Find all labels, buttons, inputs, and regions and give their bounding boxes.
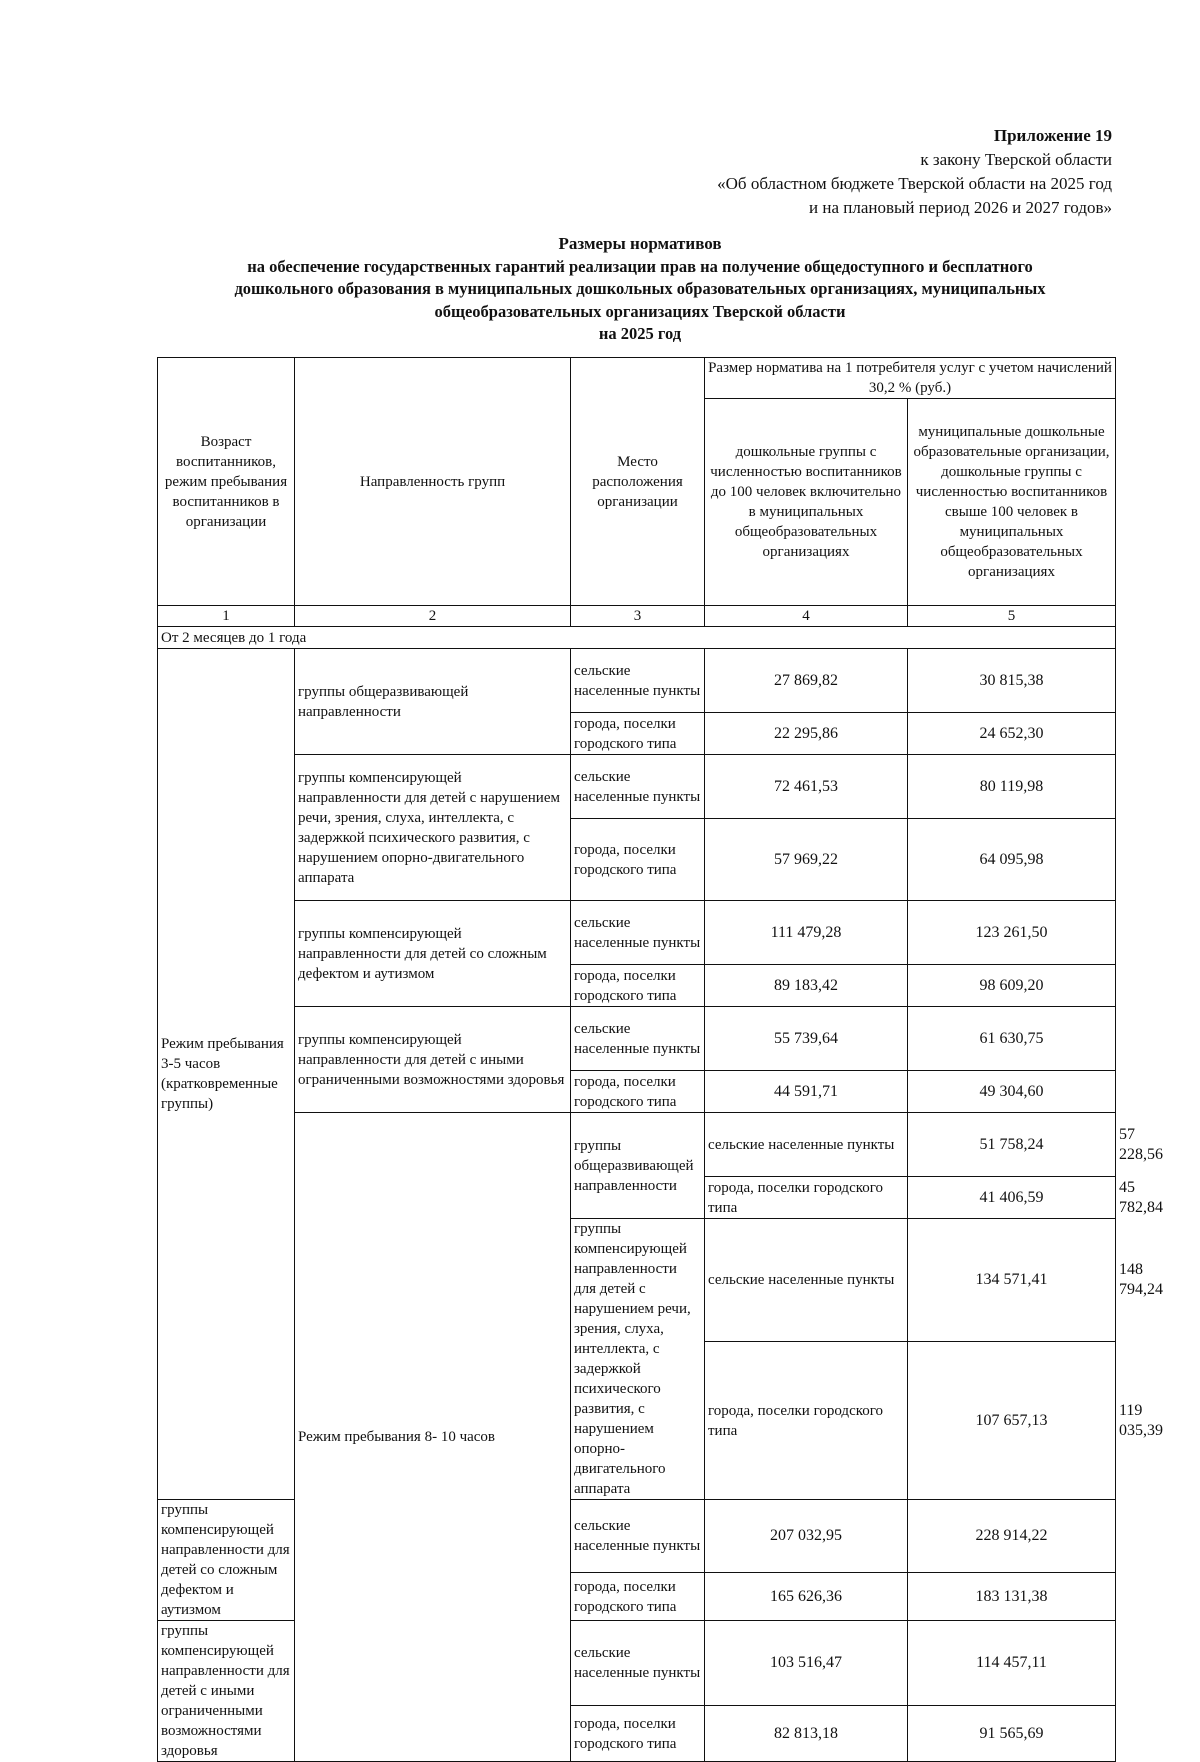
place-cell: города, поселки городского типа <box>571 713 705 755</box>
value-cell-col5: 123 261,50 <box>908 901 1116 965</box>
value-cell-col5: 24 652,30 <box>908 713 1116 755</box>
col4-header: дошкольные группы с численностью воспитанников до 100 человек включительно в муниципальных общеобразовательных организациях <box>705 399 908 606</box>
col-number: 5 <box>908 606 1116 627</box>
value-cell-col4: 207 032,95 <box>705 1500 908 1573</box>
place-cell: города, поселки городского типа <box>705 1177 908 1219</box>
value-cell-col5: 30 815,38 <box>908 649 1116 713</box>
value-cell-col4: 165 626,36 <box>705 1573 908 1621</box>
section-label: От 2 месяцев до 1 года <box>158 627 1116 649</box>
col-number: 1 <box>158 606 295 627</box>
value-cell-col4: 41 406,59 <box>908 1177 1116 1219</box>
col5-header: муниципальные дошкольные образовательные организации, дошкольные группы с численностью воспитанников свыше 100 человек в муниципальных общеобразовательных организациях <box>908 399 1116 606</box>
place-cell: города, поселки городского типа <box>705 1342 908 1500</box>
value-cell-col4: 134 571,41 <box>908 1219 1116 1342</box>
value-cell-col4: 107 657,13 <box>908 1342 1116 1500</box>
group-name: группы компенсирующей направленности для детей со сложным дефектом и аутизмом <box>295 901 571 1007</box>
place-cell: сельские населенные пункты <box>571 755 705 819</box>
col-number: 4 <box>705 606 908 627</box>
col3-header: Место расположения организации <box>571 358 705 606</box>
col-number: 3 <box>571 606 705 627</box>
place-cell: сельские населенные пункты <box>705 1113 908 1177</box>
value-cell-col5: 61 630,75 <box>908 1007 1116 1071</box>
value-cell-col5: 49 304,60 <box>908 1071 1116 1113</box>
place-cell: сельские населенные пункты <box>705 1219 908 1342</box>
group-name: группы компенсирующей направленности для детей с нарушением речи, зрения, слуха, интеллекта, с задержкой психического развития, с нарушением опорно-двигательного аппарата <box>295 755 571 901</box>
value-cell-col5: 183 131,38 <box>908 1573 1116 1621</box>
value-cell-col5: 64 095,98 <box>908 819 1116 901</box>
place-cell: города, поселки городского типа <box>571 1071 705 1113</box>
col1-header: Возраст воспитанников, режим пребывания воспитанников в организации <box>158 358 295 606</box>
appendix-line-1: к закону Тверской области <box>920 150 1112 169</box>
value-cell-col4: 55 739,64 <box>705 1007 908 1071</box>
value-cell-col4: 103 516,47 <box>705 1621 908 1706</box>
appendix-title: Приложение 19 <box>993 126 1112 145</box>
value-cell-col4: 22 295,86 <box>705 713 908 755</box>
value-cell-col5: 91 565,69 <box>908 1706 1116 1762</box>
value-cell-col4: 72 461,53 <box>705 755 908 819</box>
group-name: группы компенсирующей направленности для детей с иными ограниченными возможностями здоровья <box>295 1007 571 1113</box>
place-cell: города, поселки городского типа <box>571 965 705 1007</box>
col2-header: Направленность групп <box>295 358 571 606</box>
value-cell-col5: 80 119,98 <box>908 755 1116 819</box>
value-cell-col5: 228 914,22 <box>908 1500 1116 1573</box>
mode-label: Режим пребывания 8- 10 часов <box>295 1113 571 1762</box>
value-cell-col4: 51 758,24 <box>908 1113 1116 1177</box>
place-cell: сельские населенные пункты <box>571 1007 705 1071</box>
place-cell: города, поселки городского типа <box>571 1573 705 1621</box>
title-line-1: Размеры нормативов <box>558 234 722 253</box>
group-name: группы компенсирующей направленности для детей со сложным дефектом и аутизмом <box>158 1500 295 1621</box>
appendix-line-3: и на плановый период 2026 и 2027 годов» <box>809 198 1112 217</box>
norms-table: Возраст воспитанников, режим пребывания воспитанников в организации Направленность групп Место расположения организации Размер норматива на 1 потребителя услуг с учетом начислений 30,2 % (руб.) дошкольные группы с численностью воспитанников до 100 человек включительно в муниципальных общеобразовательных организациях муниципальные дошкольные образовательные организации, дошкольные группы с численностью воспитанников свыше 100 человек в муниципальных общеобразовательных организациях 1 2 3 4 5 От 2 месяцев до 1 года Режим пребывания 3-5 часов (кратковременные группы) группы общеразвивающей направленности сельские населенные пункты 27 869,82 30 815,38 города, поселки городского типа 22 295,86 24 652,30 группы компенсирующей направленности для детей с нарушением речи, зрения, слуха, интеллекта, с задержкой психического развития, с нарушением опорно-двигательного аппарата сельские населенные пункты 72 461,53 80 119,98 города, поселки городского типа 57 969,22 64 095,98 группы компенсирующей направленности для детей со сложным дефектом и аутизмом сельские населенные пункты 111 479,28 123 261,50 города, поселки городского типа 89 183,42 98 609,20 группы компенсирующей направленности для детей с иными ограниченными возможностями здоровья сельские населенные пункты 55 739,64 61 630,75 города, поселки городского типа 44 591,71 49 304,60 Режим пребывания 8- 10 часов группы общеразвивающей направленности сельские населенные пункты 51 758,24 57 228,56 города, поселки городского типа 41 406,59 45 782,84 группы компенсирующей направленности для детей с нарушением речи, зрения, слуха, интеллекта, с задержкой психического развития, с нарушением опорно-двигательного аппарата сельские населенные пункты 134 571,41 148 794,24 города, поселки городского типа 107 657,13 119 035,39 группы компенсирующей направленности для детей со сложным дефектом и аутизмом сельские населенные пункты 207 032,95 228 914,22 города, поселки городского типа 165 626,36 183 131,38 группы компенсирующей направленности для детей с иными ограниченными возможностями здоровья сельские населенные пункты 103 516,47 114 457,11 города, поселки городского типа 82 813,18 91 565,69 <box>157 357 1116 1762</box>
appendix-line-2: «Об областном бюджете Тверской области на 2025 год <box>717 174 1112 193</box>
title-line-5: на 2025 год <box>598 324 682 343</box>
value-cell-col4: 111 479,28 <box>705 901 908 965</box>
value-cell-col5: 98 609,20 <box>908 965 1116 1007</box>
group-name: группы компенсирующей направленности для детей с иными ограниченными возможностями здоровья <box>158 1621 295 1762</box>
place-cell: сельские населенные пункты <box>571 1500 705 1573</box>
place-cell: сельские населенные пункты <box>571 649 705 713</box>
group-name: группы общеразвивающей направленности <box>571 1113 705 1219</box>
value-cell-col5: 114 457,11 <box>908 1621 1116 1706</box>
title-line-2: на обеспечение государственных гарантий реализации прав на получение общедоступного и бесплатного <box>247 256 1033 276</box>
value-cell-col4: 89 183,42 <box>705 965 908 1007</box>
value-cell-col4: 44 591,71 <box>705 1071 908 1113</box>
title-line-3: дошкольного образования в муниципальных дошкольных образовательных организациях, муниципальных <box>234 279 1046 298</box>
place-cell: сельские населенные пункты <box>571 901 705 965</box>
title-line-4: общеобразовательных организациях Тверской области <box>434 301 846 321</box>
place-cell: города, поселки городского типа <box>571 819 705 901</box>
place-cell: сельские населенные пункты <box>571 1621 705 1706</box>
size-header: Размер норматива на 1 потребителя услуг с учетом начислений 30,2 % (руб.) <box>705 358 1116 399</box>
group-name: группы компенсирующей направленности для детей с нарушением речи, зрения, слуха, интеллекта, с задержкой психического развития, с нарушением опорно-двигательного аппарата <box>571 1219 705 1500</box>
appendix-header <box>592 124 1112 220</box>
value-cell-col4: 27 869,82 <box>705 649 908 713</box>
value-cell-col4: 82 813,18 <box>705 1706 908 1762</box>
place-cell: города, поселки городского типа <box>571 1706 705 1762</box>
col-number: 2 <box>295 606 571 627</box>
mode-label: Режим пребывания 3-5 часов (кратковременные группы) <box>158 649 295 1500</box>
value-cell-col4: 57 969,22 <box>705 819 908 901</box>
group-name: группы общеразвивающей направленности <box>295 649 571 755</box>
document-title <box>160 233 1120 346</box>
